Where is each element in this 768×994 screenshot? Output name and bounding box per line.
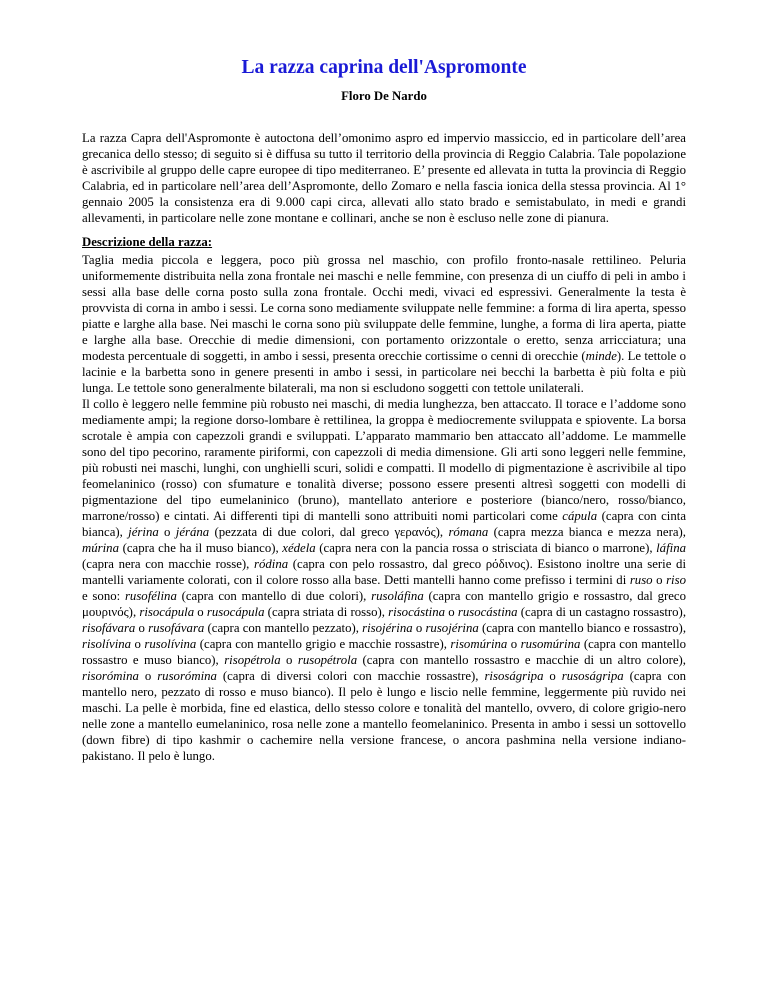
text-run: o [194,605,207,619]
text-run: (capra con mantello grigio e macchie rossastre), [196,637,451,651]
term-italic: risojérina [362,621,413,635]
term-italic: rómana [448,525,489,539]
text-run: o [131,637,145,651]
term-italic: rusocástina [457,605,518,619]
term-italic: risorómina [82,669,139,683]
text-run: e sono: [82,589,125,603]
term-italic: rusopétrola [297,653,358,667]
text-run: (capra nera con macchie rosse), [82,557,255,571]
term-italic: múrina [82,541,119,555]
term-italic: risomúrina [450,637,508,651]
text-run: (capra con cinta bianca), [82,509,686,539]
text-run: o [280,653,298,667]
term-italic: rusorómina [157,669,217,683]
text-run: (capra con pelo rossastro, dal greco ρόδινος). Esistono inoltre una serie di mantelli variamente colorati, con il colore rosso alla base. Detti mantelli hanno come prefisso i termini di [82,557,687,587]
text-run: (capra con mantello bianco e rossastro), [478,621,687,635]
term-italic: risofávara [82,621,136,635]
term-italic: ruso [629,573,653,587]
text-run: (pezzata di due colori, dal greco γερανός), [209,525,449,539]
text-run: o [158,525,176,539]
term-italic: risocástina [388,605,446,619]
text-run: (capra con mantello pezzato), [204,621,363,635]
text-run: (capra con mantello grigio e rossastro, dal greco μουρινός), [82,589,686,619]
term-italic: rusofélina [124,589,177,603]
term-italic: jérina [128,525,159,539]
term-italic: risopétrola [224,653,281,667]
term-italic: risocápula [139,605,195,619]
text-run: (capra nera con la pancia rossa o strisciata di bianco o marrone), [315,541,657,555]
text-run: (capra con mantello nero, pezzato di rosso e muso bianco). Il pelo è lungo e liscio nelle femmine, leggermente più ruvido nei maschi. La pelle è morbida, fine ed elastica, dello stesso colore e tonalità del mantello, ovvero, di colore grigio-nero nelle zone a mantello eumelaninico, rosa nelle zone a mantello feomelaninico. Presenta in ambo i sessi un sottovello (down fibre) di tipo kashmir o cachemire nella versione francese, o ancora pashmina nella versione indiano-pakistano. Il pelo è lungo. [82,669,686,763]
term-italic: ródina [254,557,289,571]
text-run: o [138,669,158,683]
text-run: ). Le tettole o lacinie e la barbetta sono in genere presenti in ambo i sessi, in particolare nei becchi la barbetta è più folta e più lunga. Le tettole sono generalmente bilaterali, ma non si escludono soggetti con tettole unilaterali. [82,349,686,395]
term-italic: rusojérina [425,621,479,635]
text-run: o [507,637,521,651]
term-italic: rusocápula [206,605,265,619]
term-italic: láfina [656,541,686,555]
text-run: o [135,621,149,635]
term-italic: rusomúrina [520,637,581,651]
text-run: o [412,621,426,635]
text-run: (capra di diversi colori con macchie rossastre), [216,669,485,683]
term-italic: jérána [175,525,210,539]
description-paragraph-1 [82,252,686,396]
text-run: (capra con mantello di due colori), [176,589,372,603]
term-italic: rusoláfina [371,589,424,603]
description-paragraph-2 [82,396,686,764]
text-run: (capra striata di rosso), [264,605,389,619]
document-page [82,56,686,764]
intro-paragraph: La razza Capra dell'Aspromonte è autoctona dell’omonimo aspro ed impervio massiccio, ed in particolare dell’area grecanica dello stesso; di seguito si è diffusa su tutto il territorio della provincia di Reggio Calabria. Tale popolazione è ascrivibile al gruppo delle capre europee di tipo mediterraneo. E’ presente ed allevata in tutta la provincia di Reggio Calabria, ed in particolare nell’area dell’Aspromonte, dello Zomaro e nella fascia ionica della stessa provincia. Al 1° gennaio 2005 la consistenza era di 9.000 capi circa, allevati allo stato brado e semistabulato, in medi e grandi allevamenti, in particolare nelle zone montane e collinari, anche se non è escluso nelle zone di pianura. [82,131,686,225]
text-run: (capra di un castagno rossastro), [517,605,687,619]
term-italic: cápula [562,509,598,523]
text-run: o [445,605,458,619]
text-run: (capra con mantello rossastro e macchie di un altro colore), [357,653,686,667]
section-heading: Descrizione della razza: [82,235,213,249]
text-run: (capra che ha il muso bianco), [118,541,283,555]
text-run: o [543,669,562,683]
text-run: Taglia media piccola e leggera, poco più grossa nel maschio, con profilo fronto-nasale rettilineo. Peluria uniformemente distribuita nella zona frontale nei maschi e nelle femmine, con presenza di un ciuffo di peli in ambo i sessi alla base delle corna posto sulla zona frontale. Occhi medi, vivaci ed espressivi. Generalmente la testa è provvista di corna in ambo i sessi. Le corna sono mediamente sviluppate nelle femmine: a forma di lira aperta, spesso piatte e larghe alla base. Nei maschi le corna sono più sviluppate delle femmine, lunghe, a forma di lira aperta, piatte e larghe alla base. Orecchie di medie dimensioni, con portamento orizzontale o eretto, senza arricciatura; una modesta percentuale di soggetti, in ambo i sessi, presenta orecchie cortissime o cenni di orecchie ( [82,253,686,363]
document-title: La razza caprina dell'Aspromonte [241,57,527,78]
term-italic: riso [666,573,686,587]
author-name: Floro De Nardo [341,89,427,103]
text-run: (capra con mantello rossastro e muso bianco), [82,637,687,667]
term-italic: rusoságripa [561,669,624,683]
term-italic: rusolívina [144,637,197,651]
text-run: (capra mezza bianca e mezza nera), [488,525,687,539]
term-italic: rusofávara [148,621,205,635]
term-italic: xédela [282,541,316,555]
text-run: Il collo è leggero nelle femmine più robusto nei maschi, di media lunghezza, ben attaccato. Il torace e l’addome sono mediamente ampi; la regione dorso-lombare è rettilinea, la groppa è mediocremente sviluppata e spiovente. La borsa scrotale è ampia con capezzoli grandi e sviluppati. L’apparato mammario ben attaccato all’addome. Le mammelle sono del tipo pecorino, raramente piriformi, con capezzoli di media dimensione. Gli arti sono leggeri nelle femmine, più robusti nei maschi, lunghi, con unghielli scuri, solidi e compatti. Il modello di pigmentazione è ascrivibile al tipo feomelaninico (rosso) con sfumature e tonalità diverse; possono essere presenti altresì soggetti con modelli di pigmentazione del tipo eumelaninico (bruno), mantellato anteriore e posteriore (bianco/nero, rosso/bianco, marrone/rosso) e cintati. Ai differenti tipi di mantelli sono attribuiti nomi particolari come [82,397,686,523]
term-italic: minde [585,349,617,363]
text-run: o [652,573,667,587]
term-italic: risolívina [82,637,132,651]
term-italic: risoságripa [484,669,544,683]
